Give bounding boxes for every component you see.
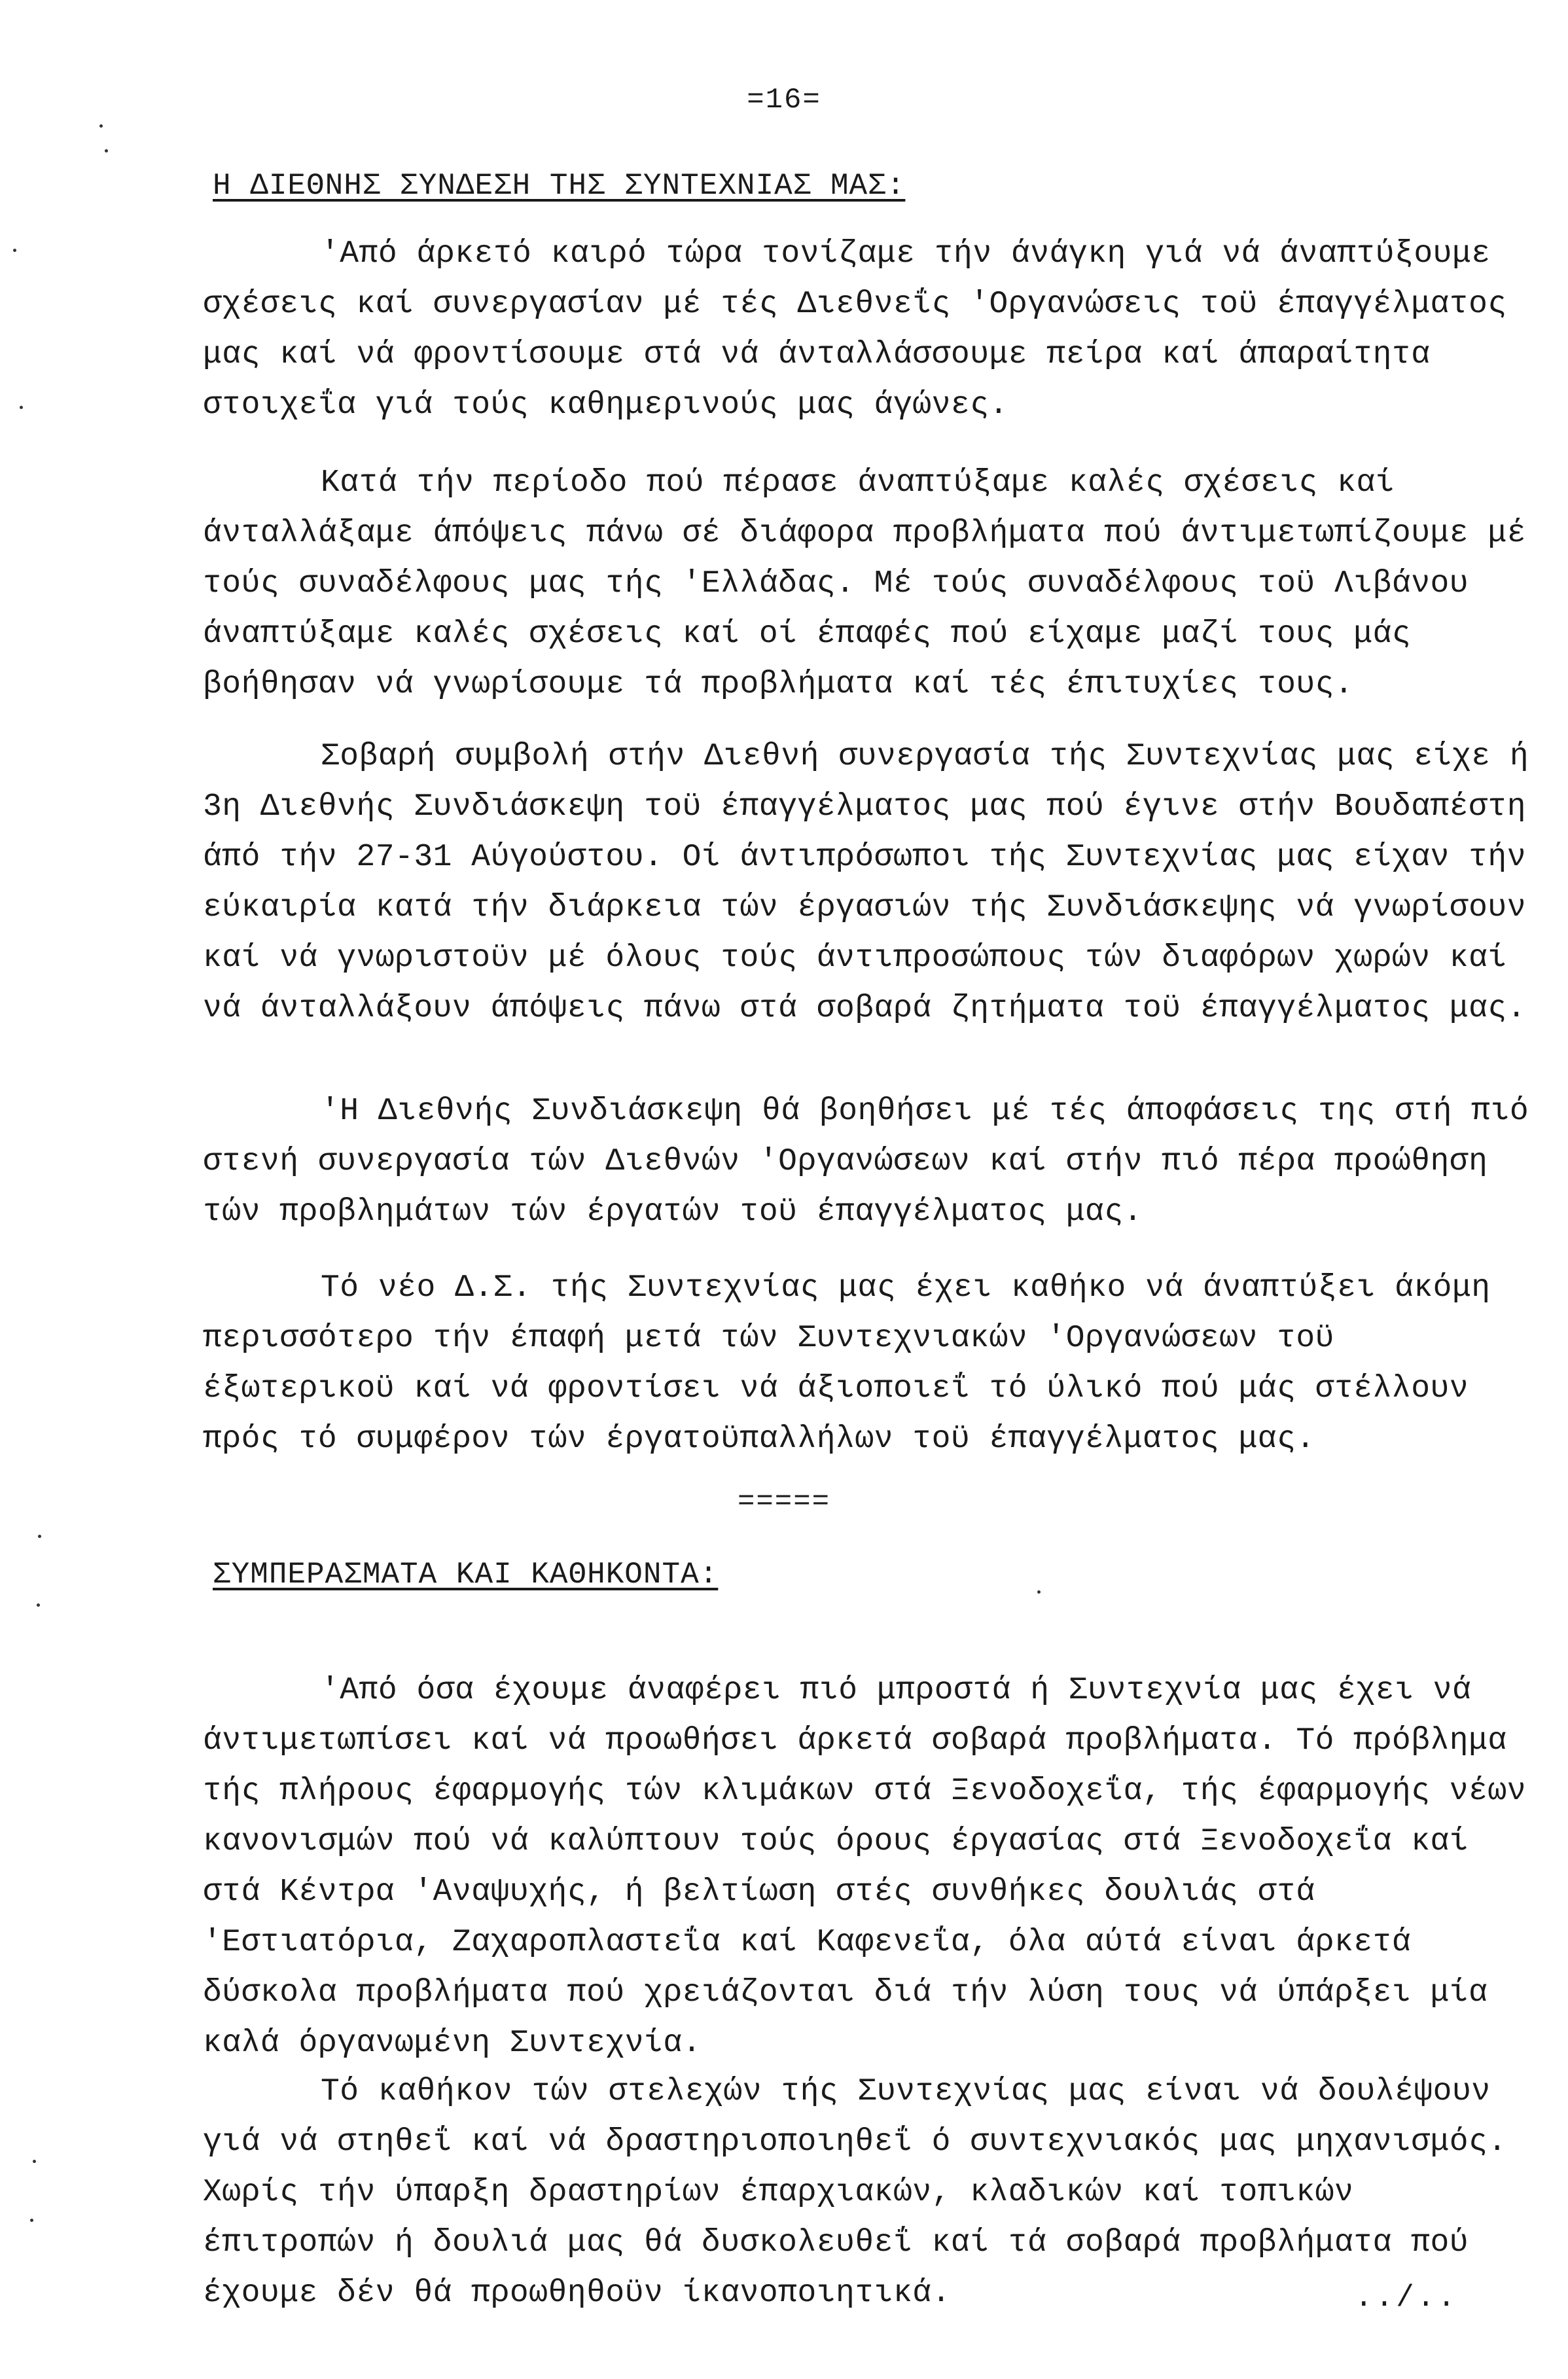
page-number: =16= [747, 84, 821, 116]
scan-speck [30, 2219, 33, 2222]
paragraph-5: Τό νέο Δ.Σ. τής Συντεχνίας μας έχει καθήκο νά άναπτύξει άκόμη περισσότερο τήν έπαφή μετά τών Συντεχνιακών 'Οργανώσεων τοϋ έξωτερικοϋ καί νά φροντίσει νά άξιοποιεΐ τό ύλικό πού μάς στέλλουν πρός τό συμφέρον τών έργατοϋπαλλήλων τοϋ έπαγγέλματος μας. [203, 1270, 1491, 1457]
paragraph-7: Τό καθήκον τών στελεχών τής Συντεχνίας μας είναι νά δουλέψουν γιά νά στηθεΐ καί νά δραστηριοποιηθεΐ ό συντεχνιακός μας μηχανισμός. Χωρίς τήν ύπαρξη δραστηρίων έπαρχιακών, κλαδικών καί τοπικών έπιτροπών ή δουλιά μας θά δυσκολευθεΐ καί τά σοβαρά προβλήματα πού έχουμε δέν θά προωθηθοϋν ίκανοποιητικά. [203, 2074, 1507, 2311]
scan-speck [33, 2160, 36, 2163]
scan-speck [20, 406, 23, 409]
scan-speck [37, 1603, 40, 1607]
section-heading-international-connection: Η ΔΙΕΘΝΗΣ ΣΥΝΔΕΣΗ ΤΗΣ ΣΥΝΤΕΧΝΙΑΣ ΜΑΣ: [213, 169, 906, 203]
continuation-marker: ../.. [1355, 2281, 1459, 2315]
paragraph-3: Σοβαρή συμβολή στήν Διεθνή συνεργασία τής Συντεχνίας μας είχε ή 3η Διεθνής Συνδιάσκεψη τοϋ έπαγγέλματος μας πού έγινε στήν Βουδαπέστη άπό τήν 27-31 Αύγούστου. Οί άντιπρόσωποι τής Συντεχνίας μας είχαν τήν εύκαιρία κατά τήν διάρκεια τών έργασιών τής Συνδιάσκεψης νά γνωρίσουν καί νά γνωριστοϋν μέ όλους τούς άντιπροσώπους τών διαφόρων χωρών καί νά άνταλλάξουν άπόψεις πάνω στά σοβαρά ζητήματα τοϋ έπαγγέλματος μας. [203, 739, 1529, 1026]
scan-speck [38, 1535, 41, 1538]
scan-speck [99, 124, 103, 128]
paragraph-4: 'Η Διεθνής Συνδιάσκεψη θά βοηθήσει μέ τές άποφάσεις της στή πιό στενή συνεργασία τών Διεθνών 'Οργανώσεων καί στήν πιό πέρα προώθηση τών προβλημάτων τών έργατών τοϋ έπαγγέλματος μας. [203, 1094, 1529, 1230]
paragraph-6: 'Από όσα έχουμε άναφέρει πιό μπροστά ή Συντεχνία μας έχει νά άντιμετωπίσει καί νά προωθήσει άρκετά σοβαρά προβλήματα. Τό πρόβλημα τής πλήρους έφαρμογής τών κλιμάκων στά Ξενοδοχεΐα, τής έφαρμογής νέων κανονισμών πού νά καλύπτουν τούς όρους έργασίας στά Ξενοδοχεΐα καί στά Κέντρα 'Αναψυχής, ή βελτίωση στές συνθήκες δουλιάς στά 'Εστιατόρια, Ζαχαροπλαστεΐα καί Καφενεΐα, όλα αύτά είναι άρκετά δύσκολα προβλήματα πού χρειάζονται διά τήν λύση τους νά ύπάρξει μία καλά όργανωμένη Συντεχνία. [203, 1673, 1527, 2061]
scan-speck [105, 149, 108, 152]
paragraph-1: 'Από άρκετό καιρό τώρα τονίζαμε τήν άνάγκη γιά νά άναπτύξουμε σχέσεις καί συνεργασίαν μέ τές Διεθνεΐς 'Οργανώσεις τοϋ έπαγγέλματος μας καί νά φροντίσουμε στά νά άνταλλάσσουμε πείρα καί άπαραίτητα στοιχεΐα γιά τούς καθημερινούς μας άγώνες. [203, 236, 1507, 423]
section-heading-conclusions-duties: ΣΥΜΠΕΡΑΣΜΑΤΑ ΚΑΙ ΚΑΘΗΚΟΝΤΑ: [213, 1558, 719, 1592]
paragraph-2: Κατά τήν περίοδο πού πέρασε άναπτύξαμε καλές σχέσεις καί άνταλλάξαμε άπόψεις πάνω σέ διάφορα προβλήματα πού άντιμετωπίζουμε μέ τούς συναδέλφους μας τής 'Ελλάδας. Μέ τούς συναδέλφους τοϋ Λιβάνου άναπτύξαμε καλές σχέσεις καί οί έπαφές πού είχαμε μαζί τους μάς βοήθησαν νά γνωρίσουμε τά προβλήματα καί τές έπιτυχίες τους. [203, 465, 1527, 702]
scan-speck [1037, 1590, 1041, 1594]
scan-speck [13, 249, 16, 252]
section-separator: ===== [737, 1486, 831, 1518]
